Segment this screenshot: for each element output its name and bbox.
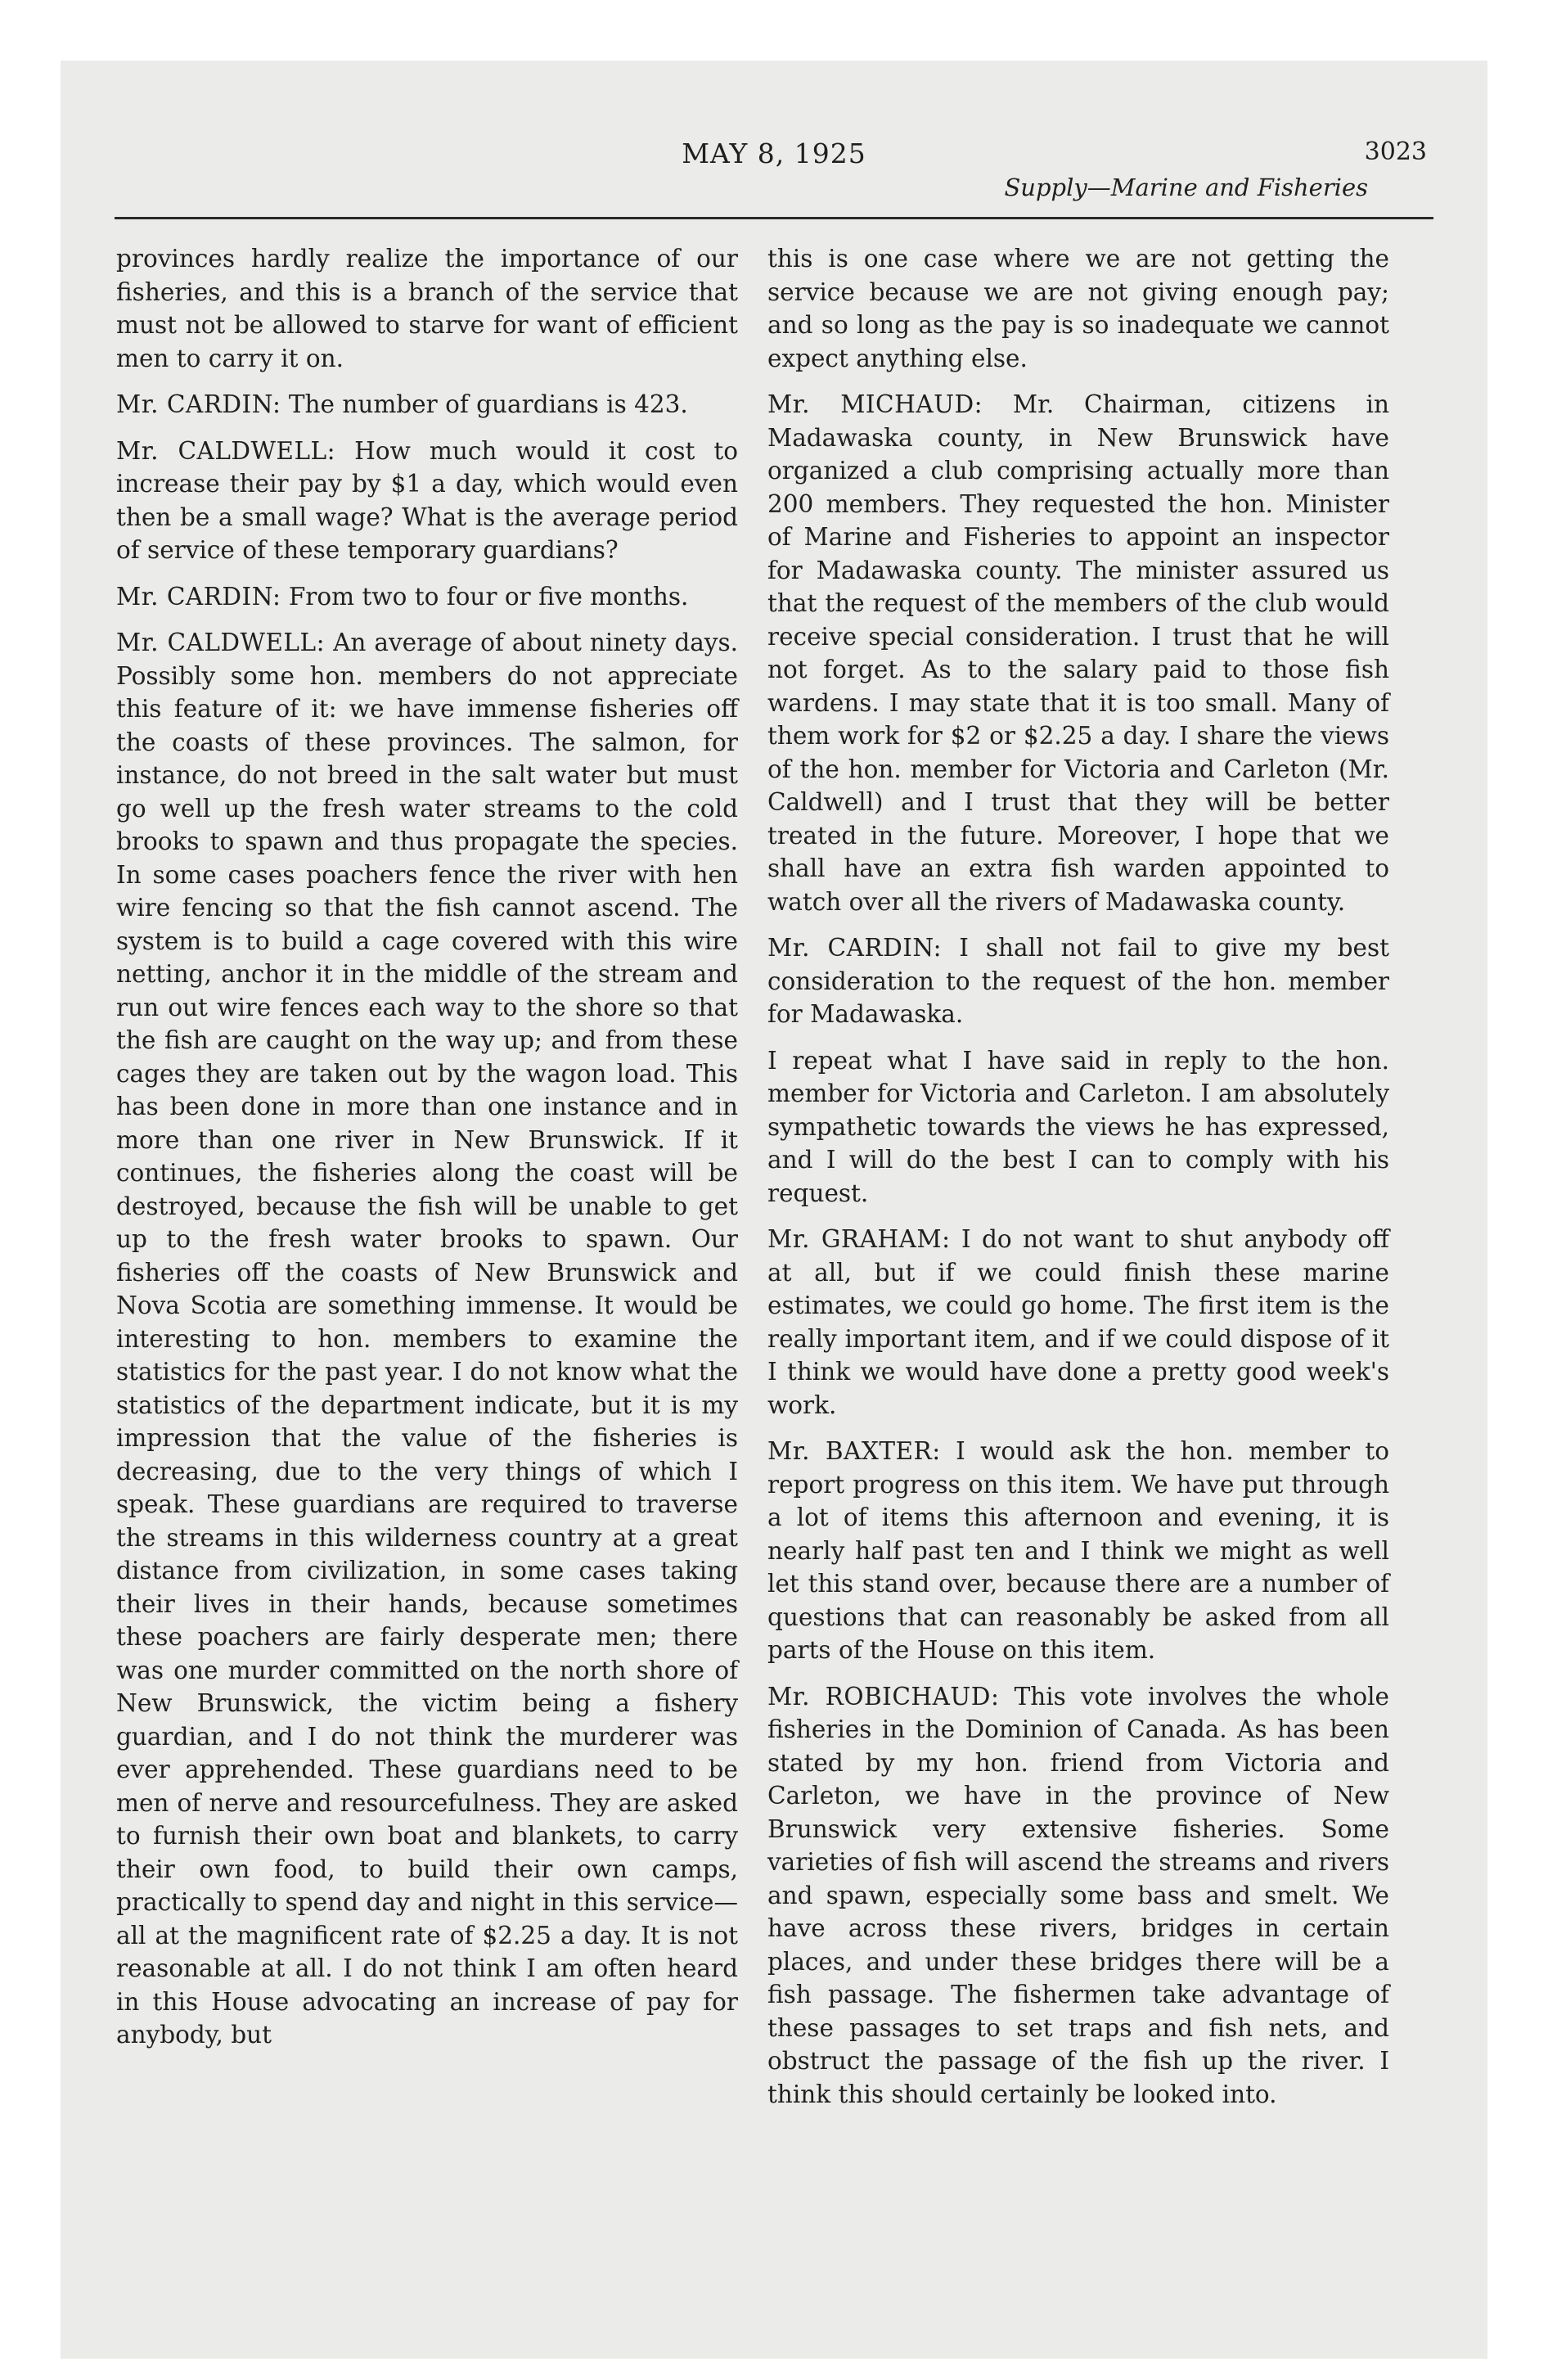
paragraph-text: this is one case where we are not getting the service because we are not giving enough pay; and so long as the pay is so inadequate we cannot expect anything else.: [767, 245, 1389, 372]
paragraph: [116, 435, 738, 567]
paragraph: [767, 1223, 1389, 1422]
paragraph-text: How much would it cost to increase their pay by $1 a day, which would even then be a small wage? What is the average period of service of these temporary guardians?: [116, 436, 738, 564]
page-number: 3023: [1364, 137, 1427, 166]
speaker-name: Mr. CALDWELL:: [116, 436, 336, 465]
speaker-name: Mr. CARDIN:: [116, 390, 281, 418]
paragraph: [116, 580, 738, 614]
speaker-name: Mr. GRAHAM:: [767, 1225, 951, 1253]
paragraph: [767, 1044, 1389, 1210]
paragraph: [116, 242, 738, 375]
paragraph: [767, 1680, 1389, 2112]
paragraph-text: I would ask the hon. member to report progress on this item. We have put through a lot of items this afternoon and evening, it is nearly half past ten and I think we might as well let this stand over, because there are a number of questions that can reasonably be asked from all parts of the House on this item.: [767, 1437, 1389, 1664]
paragraph: [116, 388, 738, 421]
paragraph-text: From two to four or five months.: [288, 582, 689, 611]
page-header: [115, 137, 1433, 231]
speaker-name: Mr. ROBICHAUD:: [767, 1682, 1000, 1711]
right-column: [767, 242, 1389, 2124]
paragraph-text: This vote involves the whole fisheries in the Dominion of Canada. As has been stated by my hon. friend from Victoria and Carleton, we have in the province of New Brunswick very extensive fisheries. Some varieties of fish will ascend the streams and rivers and spawn, especially some bass and smelt. We have across these rivers, bridges in certain places, and under these bridges there will be a fish passage. The fishermen take advantage of these passages to set traps and fish nets, and obstruct the passage of the fish up the river. I think this should certainly be looked into.: [767, 1682, 1389, 2108]
speaker-name: Mr. MICHAUD:: [767, 390, 983, 418]
paragraph-text: I repeat what I have said in reply to the hon. member for Victoria and Carleton. I am absolutely sympathetic towards the views he has expressed, and I will do the best I can to comply with his request.: [767, 1046, 1389, 1207]
paragraph-text: provinces hardly realize the importance of our fisheries, and this is a branch of the service that must not be allowed to starve for want of efficient men to carry it on.: [116, 245, 738, 372]
paragraph-text: The number of guardians is 423.: [288, 390, 688, 418]
paragraph-text: I shall not fail to give my best consideration to the request of the hon. member for Madawaska.: [767, 934, 1389, 1028]
speaker-name: Mr. CALDWELL:: [116, 629, 326, 656]
paragraph-text: An average of about ninety days. Possibly some hon. members do not appreciate this feature of it: we have immense fisheries off the coasts of these provinces. The salmon, for instance, do not breed in the salt water but must go well up the fresh water streams to the cold brooks to spawn and thus propagate the species. In some cases poachers fence the river with hen wire fencing so that the fish cannot ascend. The system is to build a cage covered with this wire netting, anchor it in the middle of the stream and run out wire fences each way to the shore so that the fish are caught on the way up; and from these cages they are taken out by the wagon load. This has been done in more than one instance and in more than one river in New Brunswick. If it continues, the fisheries along the coast will be destroyed, because the fish will be unable to get up to the fresh water brooks to spawn. Our fisheries off the coasts of New Brunswick and Nova Scotia are something immense. It would be interesting to hon. members to examine the statistics for the past year. I do not know what the statistics of the department indicate, but it is my impression that the value of the fisheries is decreasing, due to the very things of which I speak. These guardians are required to traverse the streams in this wilderness country at a great distance from civilization, in some cases taking their lives in their hands, because sometimes these poachers are fairly desperate men; there was one murder committed on the north shore of New Brunswick, the victim being a fishery guardian, and I do not think the murderer was ever apprehended. These guardians need to be men of nerve and resourcefulness. They are asked to furnish their own boat and blankets, to carry their own food, to build their own camps, practically to spend day and night in this service—all at the magnificent rate of $2.25 a day. It is not reasonable at all. I do not think I am often heard in this House advocating an increase of pay for anybody, but: [116, 629, 738, 2049]
speaker-name: Mr. BAXTER:: [767, 1437, 941, 1465]
paragraph: [767, 1435, 1389, 1667]
header-rule: [115, 217, 1433, 219]
paragraph: [767, 931, 1389, 1031]
speaker-name: Mr. CARDIN:: [116, 582, 281, 611]
paragraph-text: Mr. Chairman, citizens in Madawaska county, in New Brunswick have organized a club comprising actually more than 200 members. They requested the hon. Minister of Marine and Fisheries to appoint an inspector for Madawaska county. The minister assured us that the request of the members of the club would receive special consideration. I trust that he will not forget. As to the salary paid to those fish wardens. I may state that it is too small. Many of them work for $2 or $2.25 a day. I share the views of the hon. member for Victoria and Carleton (Mr. Caldwell) and I trust that they will be better treated in the future. Moreover, I hope that we shall have an extra fish warden appointed to watch over all the rivers of Madawaska county.: [767, 390, 1389, 916]
paragraph-text: I do not want to shut anybody off at all, but if we could finish these marine estimates, we could go home. The first item is the really important item, and if we could dispose of it I think we would have done a pretty good week's work.: [767, 1225, 1389, 1419]
speaker-name: Mr. CARDIN:: [767, 934, 943, 962]
left-column: [116, 242, 738, 2065]
paragraph: [767, 242, 1389, 375]
paragraph: [116, 626, 738, 2052]
paragraph: [767, 388, 1389, 918]
header-date: MAY 8, 1925: [682, 137, 866, 169]
header-subject: Supply—Marine and Fisheries: [1004, 174, 1368, 201]
